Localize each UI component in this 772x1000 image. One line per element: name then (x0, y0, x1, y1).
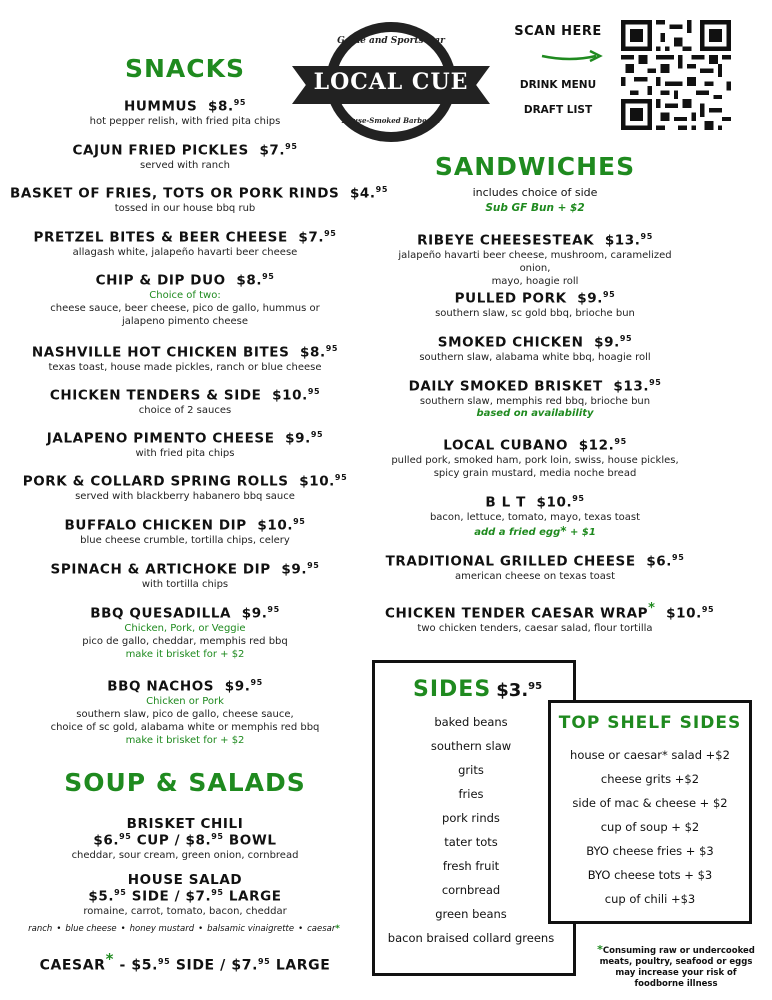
item-price: $10. (272, 387, 308, 404)
item-price: $9. (281, 561, 308, 578)
menu-item-pulled-pork (385, 290, 685, 320)
item-price: $13. (604, 232, 641, 249)
logo-top-text: Game and Sports Bar (337, 36, 445, 46)
cup-price: $6. (93, 832, 120, 849)
item-price: $9. (594, 334, 620, 351)
separator-dot-icon: • (56, 924, 62, 934)
item-price-cents: 95 (233, 98, 247, 107)
sides-title: SIDES (413, 677, 492, 702)
item-name: PULLED PORK (454, 290, 567, 307)
top-shelf-list (551, 743, 749, 911)
side-item: cornbread (441, 883, 501, 897)
item-name-line (10, 430, 360, 447)
menu-item-bbq-quesadilla (10, 605, 360, 661)
item-name-line (10, 98, 360, 115)
menu-item-nashville-hot-chicken-bites (10, 344, 360, 374)
item-price-cents: 95 (250, 678, 263, 687)
top-shelf-title: TOP SHELF SIDES (558, 713, 742, 733)
top-shelf-item: side of mac & cheese + $2 (572, 796, 728, 810)
menu-item-b-l-t (385, 494, 685, 538)
item-name-line (10, 605, 360, 622)
qr-code-icon[interactable] (620, 20, 732, 130)
item-name: TRADITIONAL GRILLED CHEESE (385, 553, 636, 570)
item-note: Chicken, Pork, or Veggie (124, 622, 246, 634)
side-item: pork rinds (442, 811, 500, 825)
snacks-title: SNACKS (124, 54, 245, 83)
item-desc: cheddar, sour cream, green onion, cornbread (71, 849, 299, 861)
item-price: $4. (349, 185, 376, 202)
draft-list-link[interactable]: DRAFT LIST (523, 104, 593, 116)
item-desc: hot pepper relish, with fried pita chips (89, 115, 281, 127)
menu-item-smoked-chicken (385, 334, 685, 364)
side-item: grits (458, 763, 484, 777)
menu-item-traditional-grilled-cheese (385, 553, 685, 583)
menu-item-pretzel-bites-beer-cheese (10, 229, 360, 259)
item-price-cents: 95 (572, 494, 585, 503)
item-extra (385, 524, 685, 538)
top-shelf-item: house or caesar* salad +$2 (570, 748, 730, 762)
arrow-right-icon (540, 48, 604, 66)
item-name-line (10, 387, 360, 404)
item-name: SMOKED CHICKEN (437, 334, 584, 351)
item-price: $12. (578, 437, 615, 454)
item-name-line (10, 561, 360, 578)
item-name: BBQ QUESADILLA (90, 605, 232, 622)
menu-item-jalapeno-pimento-cheese (10, 430, 360, 460)
item-extra-text: add a fried egg (474, 526, 561, 538)
item-name-line (385, 553, 685, 570)
sides-price (496, 680, 542, 701)
item-price-cents: 95 (293, 517, 306, 526)
menu-item-bbq-nachos (10, 678, 360, 747)
item-desc: served with blackberry habanero bbq sauce (75, 490, 295, 502)
item-price: $13. (613, 378, 650, 395)
item-desc: american cheese on texas toast (455, 570, 615, 582)
menu-item-caesar (20, 950, 350, 974)
side-item: baked beans (434, 715, 508, 729)
item-name-line (10, 272, 360, 289)
top-shelf-item: BYO cheese tots + $3 (587, 868, 713, 882)
item-name: BUFFALO CHICKEN DIP (64, 517, 247, 534)
item-desc: bacon, lettuce, tomato, mayo, texas toast (429, 511, 641, 523)
side-item: fries (458, 787, 484, 801)
item-extra (385, 408, 685, 419)
item-name-line (385, 334, 685, 351)
footnote-text: Consuming raw or undercooked meats, poultry, seafood or eggs may increase your risk of foodborne illness (599, 946, 755, 989)
item-price-cents: 95 (701, 605, 715, 614)
separator-dot-icon: • (298, 924, 304, 934)
item-desc: southern slaw, memphis red bbq, brioche bun (419, 395, 651, 407)
dressing-list (14, 924, 354, 934)
item-name: NASHVILLE HOT CHICKEN BITES (31, 344, 290, 361)
side-price: - $5. (119, 957, 158, 974)
large-label: LARGE (275, 957, 331, 974)
menu-item-ribeye-cheesesteak (385, 232, 685, 288)
side-item: tater tots (444, 835, 498, 849)
menu-item-local-cubano (385, 437, 685, 480)
top-shelf-item: cup of chili +$3 (604, 892, 696, 906)
asterisk-icon: * (560, 523, 567, 538)
caesar-name: CAESAR (39, 957, 106, 974)
item-extra-text: make it brisket for + $2 (125, 734, 245, 746)
item-name: CHIP & DIP DUO (95, 272, 226, 289)
bowl-label: BOWL (228, 832, 277, 849)
asterisk-icon: * (597, 943, 603, 956)
item-name-line (10, 142, 360, 159)
top-shelf-box (548, 700, 752, 924)
item-name: CHICKEN TENDER CAESAR WRAP (385, 605, 649, 622)
item-name: JALAPENO PIMENTO CHEESE (46, 430, 275, 447)
item-name: PRETZEL BITES & BEER CHEESE (33, 229, 288, 246)
item-desc: served with ranch (140, 159, 230, 171)
item-name-line (385, 232, 685, 249)
item-extra-price: + $1 (566, 526, 596, 538)
item-name-line (385, 601, 715, 622)
item-price-cents: 95 (640, 232, 653, 241)
large-price: $7. (231, 957, 258, 974)
item-desc: cheese sauce, beer cheese, pico de gallo, hummus or (50, 302, 320, 314)
item-name-line (385, 378, 685, 395)
side-cents: 95 (158, 957, 171, 966)
item-price-cents: 95 (310, 430, 324, 439)
item-desc: choice of 2 sauces (138, 404, 232, 416)
dressing-option: blue cheese (65, 924, 117, 934)
item-name-line (385, 437, 685, 454)
large-cents: 95 (258, 957, 271, 966)
item-name: CHICKEN TENDERS & SIDE (49, 387, 262, 404)
sides-price-dollars: $3. (496, 680, 529, 701)
separator-dot-icon: • (120, 924, 126, 934)
item-price-cents: 95 (672, 553, 685, 562)
item-price-cents: 95 (619, 334, 633, 343)
dressing-option: honey mustard (129, 924, 195, 934)
item-name-line (10, 517, 360, 534)
item-desc: jalapeño havarti beer cheese, mushroom, caramelized onion, (398, 249, 672, 274)
item-desc-2: mayo, hoagie roll (491, 275, 579, 287)
item-name: BRISKET CHILI (126, 816, 244, 832)
item-desc: tossed in our house bbq rub (114, 202, 256, 214)
side-item: green beans (435, 907, 507, 921)
item-desc: southern slaw, pico de gallo, cheese sauce, (76, 708, 294, 720)
item-name-line (10, 185, 388, 202)
item-extra-text: based on availability (476, 407, 594, 419)
side-label: SIDE / (175, 957, 226, 974)
large-price: $7. (185, 888, 212, 905)
item-name: LOCAL CUBANO (443, 437, 569, 454)
item-desc: with fried pita chips (135, 447, 235, 459)
dressing-option: caesar (307, 924, 336, 934)
item-price-cents: 95 (614, 437, 627, 446)
item-price: $9. (285, 430, 311, 447)
item-desc: allagash white, jalapeño havarti beer cheese (72, 246, 298, 258)
bowl-cents: 95 (211, 832, 224, 841)
item-price-line (20, 888, 350, 905)
large-cents: 95 (211, 888, 224, 897)
menu-item-chicken-tenders-side (10, 387, 360, 417)
drink-menu-link[interactable]: DRINK MENU (519, 79, 597, 91)
item-note: Chicken or Pork (146, 695, 224, 707)
item-price: $8. (207, 98, 234, 115)
item-price: $9. (241, 605, 268, 622)
item-desc: texas toast, house made pickles, ranch or blue cheese (48, 361, 322, 373)
item-desc: pulled pork, smoked ham, pork loin, swiss, house pickles, (391, 454, 679, 466)
logo-name: LOCAL CUE (313, 69, 469, 95)
item-desc: southern slaw, alabama white bbq, hoagie roll (419, 351, 651, 363)
item-name-line (10, 473, 360, 490)
item-name: HOUSE SALAD (127, 872, 243, 888)
item-name: PORK & COLLARD SPRING ROLLS (22, 473, 289, 490)
item-price-line (20, 832, 350, 849)
sides-box (372, 660, 576, 976)
item-price-cents: 95 (649, 378, 662, 387)
item-price: $8. (300, 344, 326, 361)
item-desc: southern slaw, sc gold bbq, brioche bun (435, 307, 635, 319)
item-name: B L T (485, 494, 526, 511)
item-price: $10. (666, 605, 702, 622)
item-name: CAJUN FRIED PICKLES (72, 142, 249, 159)
item-name: SPINACH & ARTICHOKE DIP (50, 561, 271, 578)
top-shelf-item: BYO cheese fries + $3 (586, 844, 714, 858)
bowl-price: $8. (185, 832, 212, 849)
separator-dot-icon: • (198, 924, 204, 934)
item-price-cents: 95 (334, 473, 348, 482)
item-name-line (10, 678, 360, 695)
menu-item-spinach-artichoke-dip (10, 561, 360, 591)
item-name: BBQ NACHOS (107, 678, 215, 695)
top-shelf-item: cup of soup + $2 (600, 820, 700, 834)
item-price-cents: 95 (285, 142, 298, 151)
sides-price-cents: 95 (528, 681, 543, 692)
item-name-line (385, 494, 685, 511)
item-price-cents: 95 (267, 605, 280, 614)
sides-list (375, 710, 573, 950)
menu-item-house-salad (20, 872, 350, 918)
asterisk-icon: * (105, 950, 115, 968)
item-price-cents: 95 (324, 229, 337, 238)
item-note: Choice of two: (149, 289, 221, 301)
item-desc: romaine, carrot, tomato, bacon, cheddar (83, 905, 287, 917)
item-desc: blue cheese crumble, tortilla chips, celery (80, 534, 290, 546)
item-name: BASKET OF FRIES, TOTS OR PORK RINDS (10, 185, 340, 202)
item-price: $10. (536, 494, 573, 511)
dressing-option: balsamic vinaigrette (207, 924, 295, 934)
item-extra (10, 734, 360, 747)
menu-item-brisket-chili (20, 816, 350, 862)
sandwiches-title: SANDWICHES (434, 152, 636, 181)
side-label: SIDE / (131, 888, 181, 905)
item-price: $6. (646, 553, 673, 570)
item-name-line (10, 229, 360, 246)
item-desc-2: jalapeno pimento cheese (121, 315, 249, 327)
item-price-cents: 95 (603, 290, 616, 299)
cup-label: CUP / (136, 832, 181, 849)
item-price: $8. (236, 272, 263, 289)
item-price-cents: 95 (325, 344, 339, 353)
item-name: DAILY SMOKED BRISKET (408, 378, 603, 395)
item-name-line (10, 344, 360, 361)
menu-item-hummus (10, 98, 360, 128)
sides-header (375, 677, 573, 702)
asterisk-icon: * (648, 601, 656, 616)
item-price: $10. (257, 517, 294, 534)
item-price-cents: 95 (375, 185, 388, 194)
item-price-cents: 95 (307, 387, 321, 396)
item-desc: pico de gallo, cheddar, memphis red bbq (82, 635, 288, 647)
menu-item-chicken-tender-caesar-wrap (385, 601, 715, 635)
item-price-cents: 95 (307, 561, 320, 570)
item-desc: two chicken tenders, caesar salad, flour tortilla (417, 622, 653, 634)
sandwiches-subtitle: includes choice of side (472, 186, 598, 199)
menu-item-cajun-fried-pickles (10, 142, 360, 172)
food-safety-note (596, 944, 756, 990)
item-name: HUMMUS (123, 98, 198, 115)
menu-item-buffalo-chicken-dip (10, 517, 360, 547)
top-shelf-item: cheese grits +$2 (600, 772, 700, 786)
item-price: $9. (577, 290, 603, 307)
item-price: $7. (259, 142, 286, 159)
side-cents: 95 (114, 888, 127, 897)
side-item: southern slaw (430, 739, 512, 753)
item-price: $7. (298, 229, 325, 246)
item-price: $10. (299, 473, 335, 490)
item-price-cents: 95 (262, 272, 275, 281)
large-label: LARGE (228, 888, 282, 905)
menu-item-daily-smoked-brisket (385, 378, 685, 419)
side-item: fresh fruit (442, 859, 500, 873)
menu-item-pork-collard-spring-rolls (10, 473, 360, 503)
side-item: bacon braised collard greens (387, 931, 555, 945)
item-price-line (20, 950, 350, 974)
scan-title: SCAN HERE (514, 24, 602, 39)
cup-cents: 95 (119, 832, 132, 841)
asterisk-icon: * (335, 924, 340, 934)
item-price: $9. (224, 678, 251, 695)
gf-bun-note: Sub GF Bun + $2 (485, 202, 585, 214)
item-name-line (385, 290, 685, 307)
soups-title: SOUP & SALADS (64, 768, 306, 797)
menu-item-chip-dip-duo (10, 272, 360, 328)
dressing-option: ranch (28, 924, 53, 934)
menu-item-basket-of-fries-tots-or-pork-rinds (10, 185, 388, 215)
item-extra-text: make it brisket for + $2 (125, 648, 245, 660)
side-price: $5. (88, 888, 115, 905)
item-name: RIBEYE CHEESESTEAK (417, 232, 595, 249)
item-desc: with tortilla chips (141, 578, 229, 590)
item-desc-2: spicy grain mustard, media noche bread (433, 467, 637, 479)
item-extra (10, 648, 360, 661)
item-desc-2: choice of sc gold, alabama white or memphis red bbq (50, 721, 320, 733)
logo-bottom-text: House-Smoked Barbecue (341, 116, 441, 125)
